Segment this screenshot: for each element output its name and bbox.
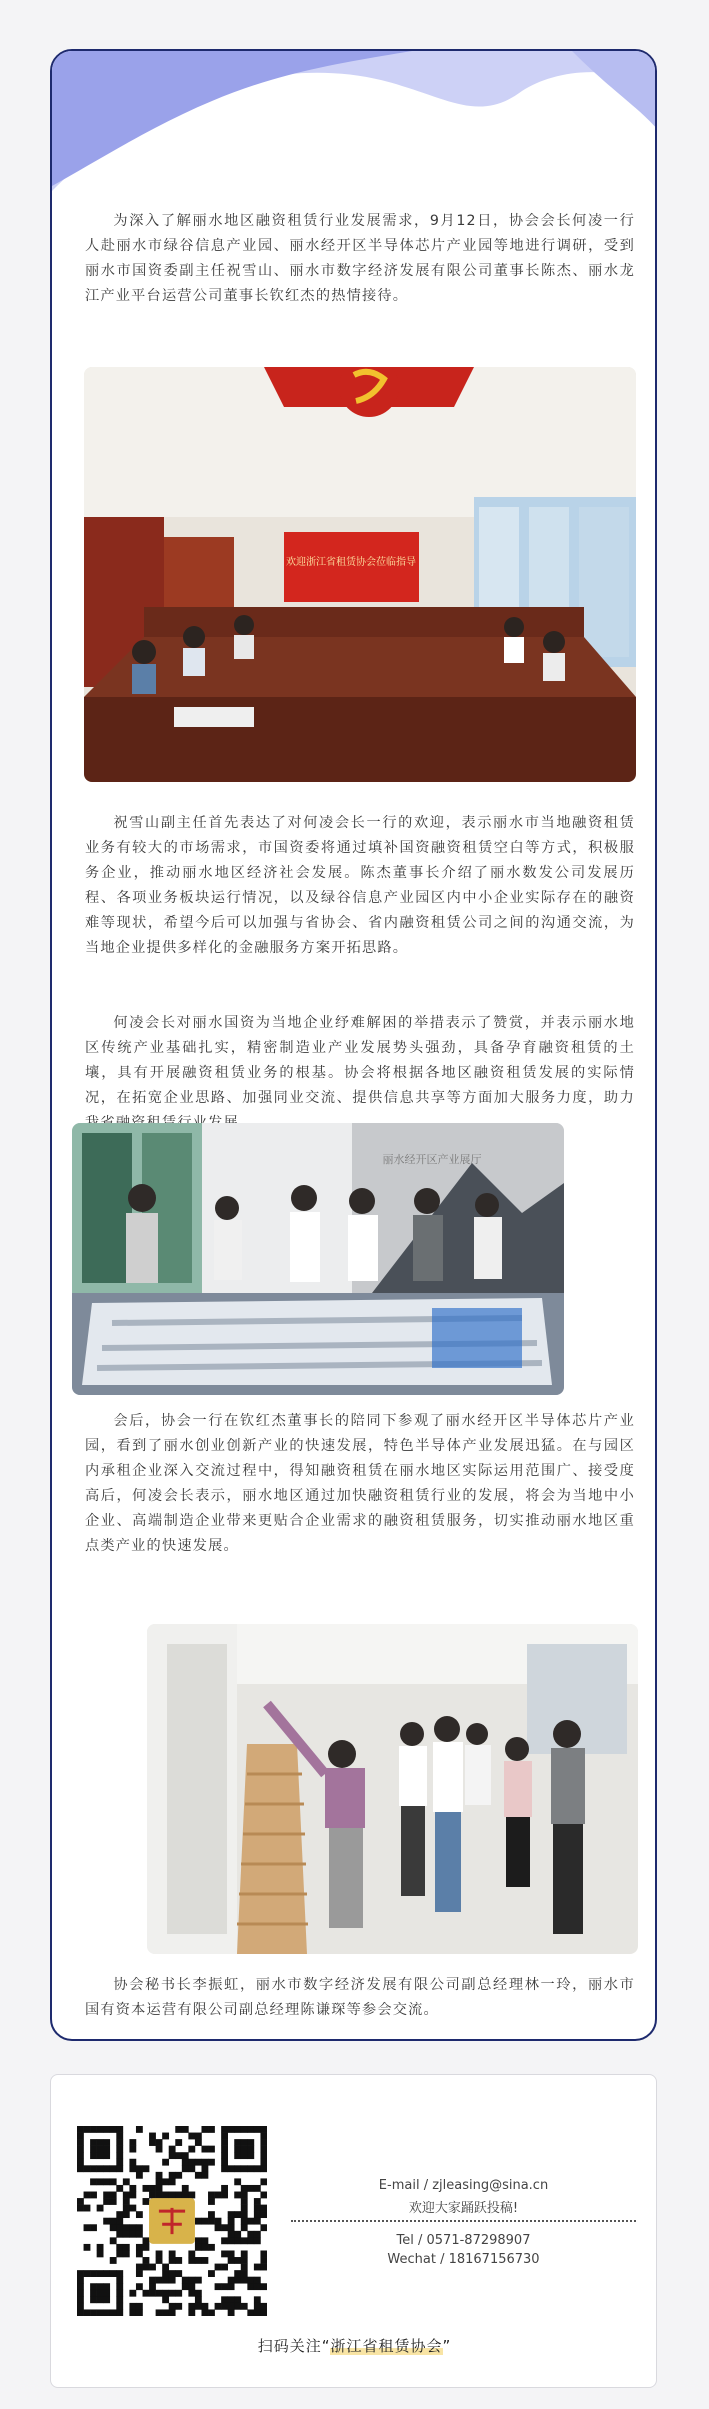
scan-prefix: 扫码关注“ [257,2337,331,2355]
paragraph-visit: 会后，协会一行在钦红杰董事长的陪同下参观了丽水经开区半导体芯片产业园，看到了丽水创业创新产业的快速发展，特色半导体产业发展迅猛。在与园区内承租企业深入交流过程中，得知融资租赁在丽水地区实际运用范围广、接受度高后，何凌会长表示，丽水地区通过加快融资租赁行业的发展，将会为当地中小企业、高端制造企业带来更贴合企业需求的融资租赁服务，切实推动丽水地区重点类产业的快速发展。 [85,1413,635,1554]
banner-text: 欢迎浙江省租赁协会莅临指导 [286,557,416,568]
photo-factory-tour [147,1624,638,1954]
association-name: 浙江省租赁协会 [330,2337,443,2355]
paragraph-intro: 为深入了解丽水地区融资租赁行业发展需求，9月12日，协会会长何凌一行人赴丽水市绿谷信息产业园、丽水经开区半导体芯片产业园等地进行调研，受到丽水市国资委副主任祝雪山、丽水市数字经济发展有限公司董事长陈杰、丽水龙江产业平台运营公司董事长钦红杰的热情接待。 [85,213,635,304]
wave-decoration [52,51,657,221]
paragraph-attendees: 协会秘书长李振虹，丽水市数字经济发展有限公司副总经理林一玲，丽水市国有资本运营有限公司副总经理陈谦琛等参会交流。 [85,1977,635,2018]
paragraph-zhu: 祝雪山副主任首先表达了对何凌会长一行的欢迎，表示丽水市当地融资租赁业务有较大的市场需求，市国资委将通过填补国资融资租赁空白等方式，积极服务企业，推动丽水地区经济社会发展。陈杰董事长介绍了丽水数发公司发展历程、各项业务板块运行情况，以及绿谷信息产业园区内中小企业实际存在的融资难等现状，希望今后可以加强与省协会、省内融资租赁公司之间的沟通交流，为当地企业提供多样化的金融服务方案开拓思路。 [85,815,635,956]
photo-meeting-room [84,367,636,782]
hall-sign-text: 丽水经开区产业展厅 [382,1153,482,1166]
welcome-text: 欢迎大家踊跃投稿! [408,2201,519,2216]
paragraph-he: 何凌会长对丽水国资为当地企业纾难解困的举措表示了赞赏，并表示丽水地区传统产业基础扎实，精密制造业产业发展势头强劲，具备孕育融资租赁的土壤，具有开展融资租赁业务的根基。协会将根据各地区融资租赁发展的实际情况，在拓宽企业思路、加强同业交流、提供信息共享等方面加大服务力度，助力 [85,1015,635,1106]
scan-suffix: ” [442,2337,452,2355]
tel-text: Tel / 0571-87298907 [396,2233,531,2248]
qr-code[interactable] [77,2126,267,2316]
scan-follow-line [51,2335,658,2356]
footer-card [50,2074,657,2388]
photo-exhibition-hall [72,1123,564,1395]
article-card [50,49,657,2041]
contact-divider [291,2220,636,2222]
email-text: E-mail / zjleasing@sina.cn [378,2178,549,2193]
wechat-text: Wechat / 18167156730 [387,2252,540,2267]
